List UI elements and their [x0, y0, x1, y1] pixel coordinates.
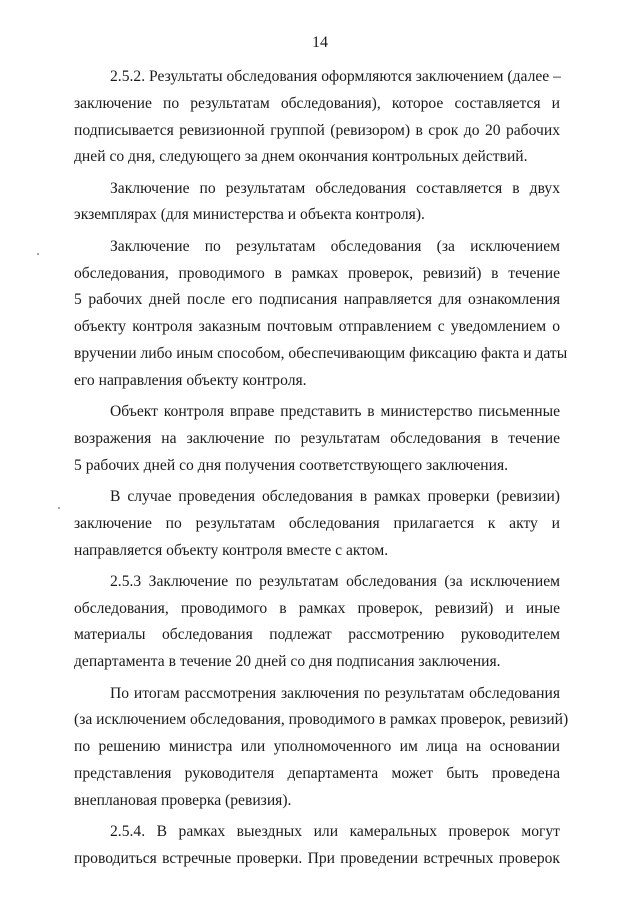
text-line: направляется объекту контроля вместе с актом.: [74, 541, 389, 559]
text-line: по решению министра или уполномоченного им лица на основании: [74, 738, 560, 756]
text-line: Заключение по результатам обследования составляется в двух: [110, 179, 560, 197]
text-line: обследования, проводимого в рамках проверок, ревизий) и иные: [74, 599, 560, 617]
text-line: 5 рабочих дней со дня получения соответствующего заключения.: [74, 456, 509, 474]
text-line: 2.5.4. В рамках выездных или камеральных проверок могут: [110, 823, 560, 841]
scan-speck: [58, 507, 60, 509]
text-line: вручении либо иным способом, обеспечивающим фиксацию факта и даты: [74, 344, 568, 362]
text-line: заключение по результатам обследования), которое составляется и: [74, 94, 560, 112]
text-line: (за исключением обследования, проводимого в рамках проверок, ревизий): [74, 711, 569, 729]
text-line: департамента в течение 20 дней со дня подписания заключения.: [74, 653, 501, 671]
text-line: По итогам рассмотрения заключения по результатам обследования: [110, 684, 560, 702]
paragraph-sending: [74, 234, 568, 395]
paragraph-audit-case: [74, 484, 560, 564]
text-line: его направления объекту контроля.: [74, 371, 307, 389]
paragraph-review-results: [74, 681, 569, 815]
text-line: заключение по результатам обследования прилагается к акту и: [74, 514, 560, 532]
text-line: дней со дня, следующего за днем окончания контрольных действий.: [74, 148, 528, 166]
text-line: 2.5.2. Результаты обследования оформляются заключением (далее –: [110, 68, 561, 85]
text-line: объекту контроля заказным почтовым отправлением с уведомлением о: [74, 318, 560, 336]
text-line: Заключение по результатам обследования (за исключением: [110, 237, 560, 255]
scan-speck: [37, 253, 39, 255]
page-number: 14: [312, 34, 328, 51]
text-line: материалы обследования подлежат рассмотрению руководителем: [74, 626, 560, 644]
text-line: проводиться встречные проверки. При проведении встречных проверок: [74, 849, 560, 867]
text-line: внеплановая проверка (ревизия).: [74, 791, 292, 809]
text-line: обследования, проводимого в рамках проверок, ревизий) в течение: [74, 264, 560, 282]
paragraph-2-5-4: [74, 819, 560, 873]
text-line: 2.5.3 Заключение по результатам обследования (за исключением: [110, 572, 560, 590]
text-line: 5 рабочих дней после его подписания направляется для ознакомления: [74, 291, 560, 309]
text-line: возражения на заключение по результатам обследования в течение: [74, 429, 560, 447]
text-line: В случае проведения обследования в рамках проверки (ревизии): [110, 487, 560, 505]
text-line: представления руководителя департамента может быть проведена: [74, 764, 560, 782]
paragraph-copies: [74, 176, 560, 230]
text-line: подписывается ревизионной группой (ревизором) в срок до 20 рабочих: [74, 121, 560, 139]
paragraph-objections: [74, 399, 560, 479]
paragraph-2-5-2: [74, 64, 560, 171]
paragraph-2-5-3: [74, 569, 560, 676]
text-line: Объект контроля вправе представить в министерство письменные: [110, 403, 560, 421]
document-body: [74, 64, 569, 873]
text-line: экземплярах (для министерства и объекта контроля).: [74, 206, 425, 224]
